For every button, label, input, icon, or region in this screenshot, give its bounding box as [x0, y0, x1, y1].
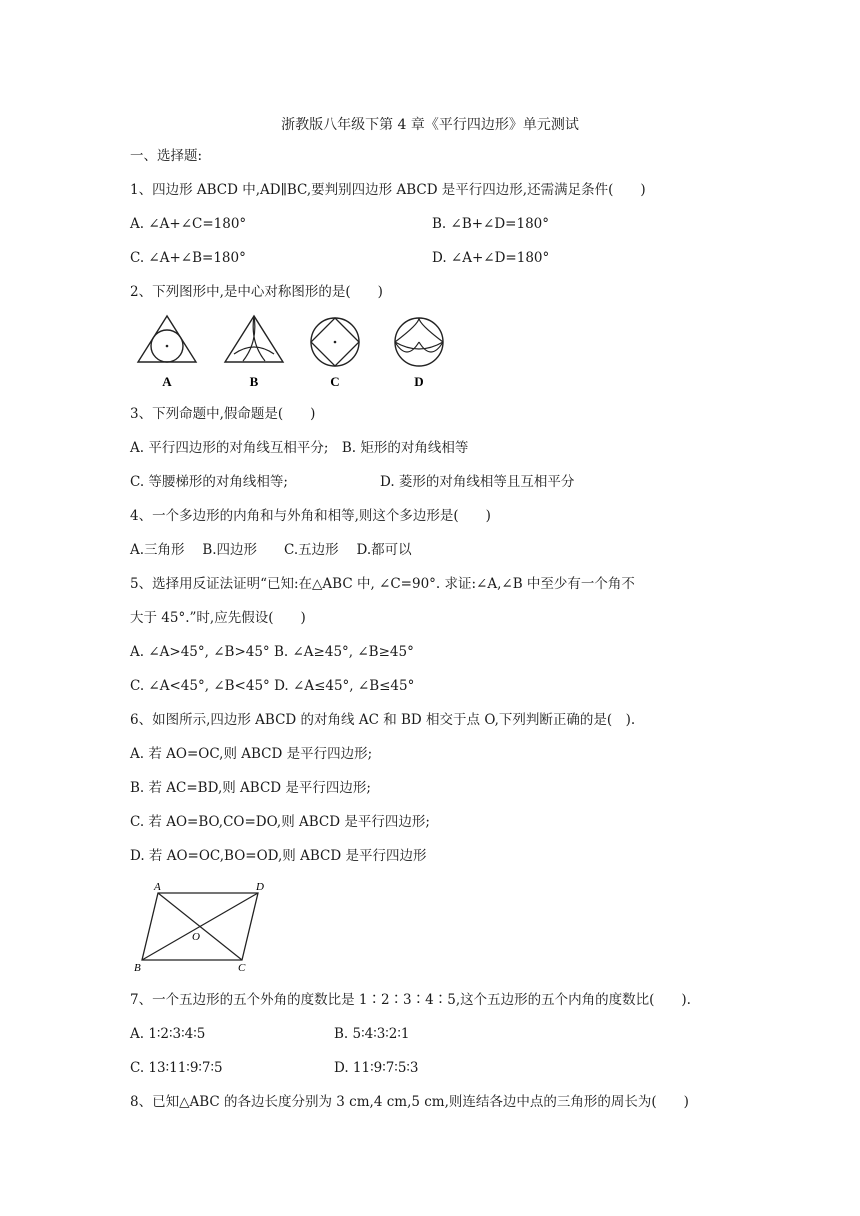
- q1-option-a: A. ∠A+∠C=180°: [130, 216, 247, 232]
- page-title: 浙教版八年级下第 4 章《平行四边形》单元测试: [281, 117, 579, 133]
- q1-option-d: D. ∠A+∠D=180°: [432, 250, 550, 266]
- q6-option-a: A. 若 AO=OC,则 ABCD 是平行四边形;: [130, 746, 373, 762]
- q2-stem: 2、下列图形中,是中心对称图形的是( ): [130, 284, 383, 300]
- vertex-label-d: D: [256, 881, 264, 893]
- q3-option-d: D. 菱形的对角线相等且互相平分: [380, 474, 575, 490]
- figure-label-d: D: [414, 374, 424, 389]
- q5-stem-line2: 大于 45°.”时,应先假设( ): [130, 610, 306, 626]
- q7-option-c: C. 13∶11∶9∶7∶5: [130, 1060, 223, 1076]
- q6-option-b: B. 若 AC=BD,则 ABCD 是平行四边形;: [130, 780, 371, 796]
- q5-options-ab: A. ∠A>45°, ∠B>45° B. ∠A≥45°, ∠B≥45°: [130, 644, 414, 660]
- q5-stem-line1: 5、选择用反证法证明“已知:在△ABC 中, ∠C=90°. 求证:∠A,∠B 中至少有一个角不: [130, 576, 635, 592]
- q2-figures: [130, 312, 460, 392]
- vertex-label-b: B: [134, 962, 141, 974]
- q1-option-b: B. ∠B+∠D=180°: [432, 216, 550, 232]
- q6-parallelogram-figure: [130, 878, 280, 978]
- q6-option-d: D. 若 AO=OC,BO=OD,则 ABCD 是平行四边形: [130, 848, 427, 864]
- q3-options-ab: A. 平行四边形的对角线互相平分; B. 矩形的对角线相等: [130, 440, 469, 456]
- section-heading: 一、选择题:: [130, 148, 203, 164]
- vertex-label-a: A: [154, 881, 161, 893]
- figure-d-circle-petals: [395, 318, 443, 366]
- q7-option-b: B. 5∶4∶3∶2∶1: [334, 1026, 410, 1042]
- figure-label-b: B: [249, 374, 259, 389]
- q6-option-c: C. 若 AO=BO,CO=DO,则 ABCD 是平行四边形;: [130, 814, 430, 830]
- center-label-o: O: [192, 931, 200, 943]
- q7-stem: 7、一个五边形的五个外角的度数比是 1∶2∶3∶4∶5,这个五边形的五个内角的度数比( ).: [130, 992, 691, 1008]
- q3-stem: 3、下列命题中,假命题是( ): [130, 406, 316, 422]
- q4-options: A.三角形 B.四边形 C.五边形 D.都可以: [130, 542, 412, 558]
- q1-option-c: C. ∠A+∠B=180°: [130, 250, 246, 266]
- figure-b-triangle-arcs: [225, 316, 283, 362]
- figure-c-circle-square: [311, 318, 359, 366]
- q6-stem: 6、如图所示,四边形 ABCD 的对角线 AC 和 BD 相交于点 O,下列判断正确的是( ).: [130, 712, 636, 728]
- figure-a-triangle-incircle: [138, 316, 196, 362]
- vertex-label-c: C: [238, 962, 246, 974]
- q4-stem: 4、一个多边形的内角和与外角和相等,则这个多边形是( ): [130, 508, 491, 524]
- figure-label-c: C: [330, 374, 340, 389]
- q7-option-a: A. 1∶2∶3∶4∶5: [130, 1026, 206, 1042]
- q5-options-cd: C. ∠A<45°, ∠B<45° D. ∠A≤45°, ∠B≤45°: [130, 678, 415, 694]
- q3-option-c: C. 等腰梯形的对角线相等;: [130, 474, 288, 490]
- q7-option-d: D. 11∶9∶7∶5∶3: [334, 1060, 419, 1076]
- q1-stem: 1、四边形 ABCD 中,AD∥BC,要判别四边形 ABCD 是平行四边形,还需满足条件( ): [130, 182, 646, 198]
- q8-stem: 8、已知△ABC 的各边长度分别为 3 cm,4 cm,5 cm,则连结各边中点的三角形的周长为( ): [130, 1094, 689, 1110]
- figure-label-a: A: [162, 374, 172, 389]
